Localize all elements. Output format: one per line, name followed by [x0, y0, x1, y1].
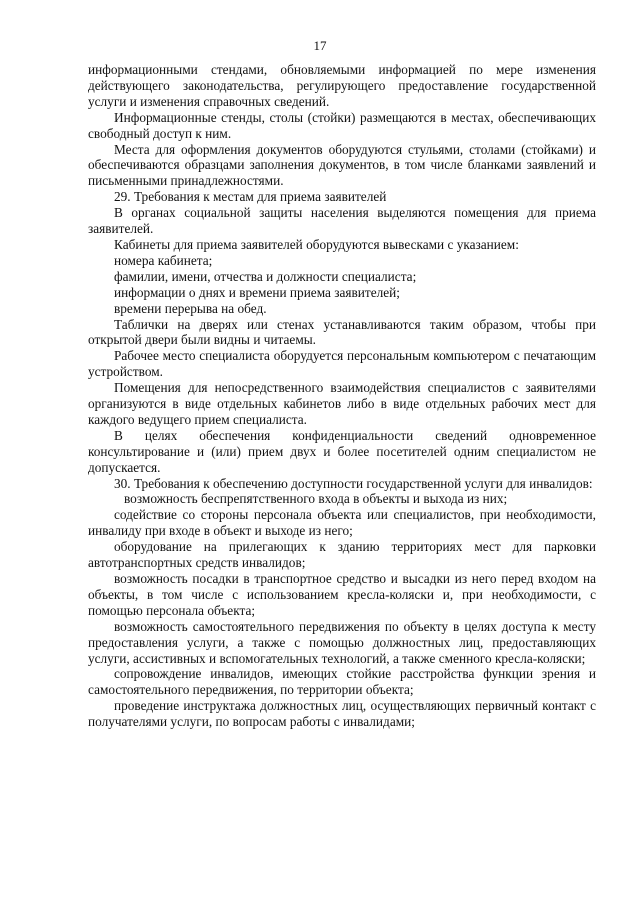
paragraph: Места для оформления документов оборудуются стульями, столами (стойками) и обеспечиваются образцами заполнения документов, в том числе бланками заявлений и письменными принадлежностями.	[88, 141, 596, 189]
list-item: фамилии, имени, отчества и должности специалиста;	[114, 268, 417, 284]
list-item: возможность беспрепятственного входа в объекты и выхода из них;	[124, 491, 508, 507]
list-item: информации о днях и времени приема заявителей;	[114, 284, 400, 300]
list-item: содействие со стороны персонала объекта или специалистов, при необходимости, инвалиду при входе в объект и выходе из него;	[88, 507, 596, 539]
paragraph: В целях обеспечения конфиденциальности сведений одновременное консультирование и (или) прием двух и более посетителей одним специалистом не допускается.	[88, 427, 596, 475]
list-item: сопровождение инвалидов, имеющих стойкие расстройства функции зрения и самостоятельного передвижения, по территории объекта;	[88, 666, 596, 698]
paragraph: Помещения для непосредственного взаимодействия специалистов с заявителями организуются в виде отдельных кабинетов либо в виде отдельных рабочих мест для каждого ведущего прием специалиста.	[88, 380, 596, 427]
document-body	[88, 62, 596, 730]
list-item: номера кабинета;	[114, 252, 213, 268]
page-number: 17	[313, 38, 327, 53]
list-item: возможность посадки в транспортное средство и высадки из него перед входом на объекты, в том числе с использованием кресла-коляски и, при необходимости, с помощью персонала объекта;	[88, 571, 596, 618]
list-item: возможность самостоятельного передвижения по объекту в целях доступа к месту предоставления услуги, а также с помощью должностных лиц, предоставляющих услуги, ассистивных и вспомогательных технологий, а также сменного кресла-коляски;	[88, 618, 596, 666]
paragraph: Кабинеты для приема заявителей оборудуются вывесками с указанием:	[114, 236, 519, 252]
list-item: времени перерыва на обед.	[114, 300, 267, 316]
paragraph: Рабочее место специалиста оборудуется персональным компьютером с печатающим устройством.	[88, 348, 596, 380]
list-item: проведение инструктажа должностных лиц, осуществляющих первичный контакт с получателями услуги, по вопросам работы с инвалидами;	[88, 698, 596, 730]
list-item: оборудование на прилегающих к зданию территориях мест для парковки автотранспортных средств инвалидов;	[88, 539, 596, 571]
section-heading-30: 30. Требования к обеспечению доступности государственной услуги для инвалидов:	[114, 475, 593, 491]
paragraph: Информационные стенды, столы (стойки) размещаются в местах, обеспечивающих свободный доступ к ним.	[88, 109, 596, 141]
section-heading-29: 29. Требования к местам для приема заявителей	[114, 189, 387, 205]
paragraph: Таблички на дверях или стенах устанавливаются таким образом, чтобы при открытой двери были видны и читаемы.	[88, 316, 596, 348]
paragraph: В органах социальной защиты населения выделяются помещения для приема заявителей.	[88, 205, 596, 237]
paragraph: информационными стендами, обновляемыми информацией по мере изменения действующего законодательства, регулирующего предоставление государственной услуги и изменения справочных сведений.	[88, 62, 596, 109]
